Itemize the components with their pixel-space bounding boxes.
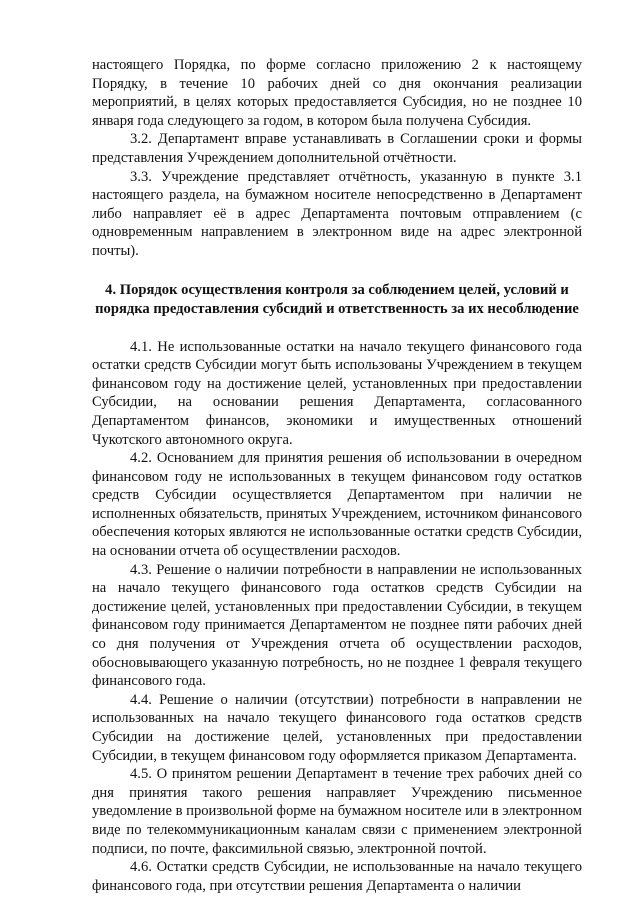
- paragraph-4-6: 4.6. Остатки средств Субсидии, не использованные на начало текущего финансового года, при отсутствии решения Департамента о наличии: [92, 859, 582, 894]
- paragraph-4-2: 4.2. Основанием для принятия решения об использовании в очередном финансовом году не использованных в текущем финансовом году остатков средств Субсидии осуществляется Департаментом при наличии не исполненных обязательств, принятых Учреждением, источником финансового обеспечения которых являются не использованные остатки средств Субсидии, на основании отчета об осуществлении расходов.: [92, 450, 582, 560]
- paragraph-4-4: 4.4. Решение о наличии (отсутствии) потребности в направлении не использованных на начало текущего финансового года остатков средств Субсидии на достижение целей, установленных при предоставлении Субсидии, в текущем финансовом году оформляется приказом Департамента.: [92, 691, 582, 764]
- paragraph-4-3: 4.3. Решение о наличии потребности в направлении не использованных на начало текущего финансового года остатков средств Субсидии на достижение целей, установленных при предоставлении Субсидии, в текущем финансовом году принимается Департаментом не позднее пяти рабочих дней со дня получения от Учреждения отчета об осуществлении расходов, обосновывающего указанную потребность, но не позднее 1 февраля текущего финансового года.: [92, 561, 582, 690]
- section-heading: 4. Порядок осуществления контроля за соблюдением целей, условий и порядка предоставления субсидий и ответственность за их несоблюдение: [95, 281, 579, 317]
- paragraph-continuation: настоящего Порядка, по форме согласно приложению 2 к настоящему Порядку, в течение 10 рабочих дней со дня окончания реализации мероприятий, в целях которых предоставляется Субсидия, но не позднее 10 января года следующего за годом, в котором была получена Субсидия.: [92, 57, 582, 129]
- paragraph-3-3: 3.3. Учреждение представляет отчётность, указанную в пункте 3.1 настоящего раздела, на бумажном носителе непосредственно в Департамент либо направляет её в адрес Департамента почтовым отправлением (с одновременным направлением в электронном виде на адрес электронной почты).: [92, 168, 582, 259]
- paragraph-3-2: 3.2. Департамент вправе устанавливать в Соглашении сроки и формы представления Учреждением дополнительной отчётности.: [92, 131, 582, 166]
- paragraph-4-5: 4.5. О принятом решении Департамент в течение трех рабочих дней со дня принятия такого решения направляет Учреждению письменное уведомление в произвольной форме на бумажном носителе или в электронном виде по телекоммуникационным каналам связи с применением электронной подписи, по почте, факсимильной связью, электронной почтой.: [92, 766, 582, 857]
- paragraph-4-1: 4.1. Не использованные остатки на начало текущего финансового года остатки средств Субсидии могут быть использованы Учреждением в текущем финансовом году на достижение целей, установленных при предоставлении Субсидии, на основании решения Департамента, согласованного Департаментом финансов, экономики и имущественных отношений Чукотского автономного округа.: [92, 338, 582, 448]
